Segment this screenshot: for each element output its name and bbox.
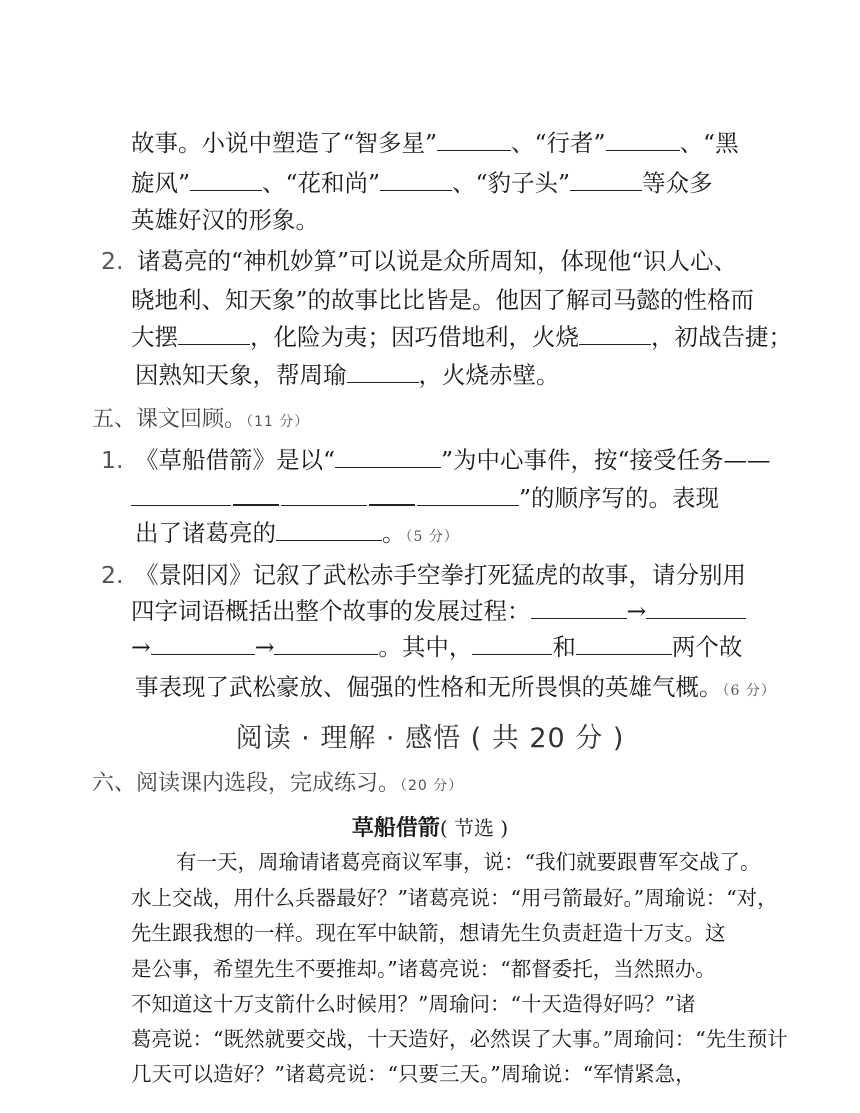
question-number: 2. [101,561,124,589]
passage-line: 葛亮说：“既然就要交战，十天造好，必然误了大事。”周瑜问：“先生预计 [131,1027,788,1051]
answer-blank[interactable] [347,360,419,383]
answer-blank[interactable] [380,168,452,191]
answer-blank[interactable] [417,483,519,506]
arrow-icon: → [131,633,151,661]
answer-blank[interactable] [579,322,651,345]
dash-separator [369,490,415,506]
answer-blank[interactable] [531,596,627,619]
question-number: 2. [101,247,124,275]
q4-line-1: 故事。小说中塑造了“智多星” 、“行者” 、“黑 [131,129,739,157]
passage-line: 有一天，周瑜请诸葛亮商议军事，说：“我们就要跟曹军交战了。 [176,850,761,874]
q4-2-line-3: 大摆 ，化险为夷；因巧借地利，火烧 ，初战告捷； [131,323,792,351]
q4-2-line-2: 晓地利、知天象”的故事比比皆是。他因了解司马懿的性格而 [131,286,755,314]
answer-blank[interactable] [335,445,441,468]
answer-blank[interactable] [131,483,231,506]
passage-title: 草船借箭( 节选 ) [351,816,509,841]
answer-blank[interactable] [570,168,642,191]
q4-line-2: 旋风” 、“花和尚” 、“豹子头” 等众多 [131,169,713,197]
q5-1-line-1: 《草船借箭》是以“ ”为中心事件，按“接受任务—— [135,446,771,474]
q5-2-line-1: 《景阳冈》记叙了武松赤手空拳打死猛虎的故事，请分别用 [135,561,746,589]
passage-line: 水上交战，用什么兵器最好？”诸葛亮说：“用弓箭最好。”周瑜说：“对， [131,886,778,910]
q5-2-line-2: 四字词语概括出整个故事的发展过程： → [131,596,746,626]
dash-separator [233,490,279,506]
part-heading: 阅读 · 理解 · 感悟 ( 共 20 分 ) [235,723,625,754]
answer-blank[interactable] [151,632,255,655]
answer-blank[interactable] [276,518,382,541]
answer-blank[interactable] [472,632,552,655]
q5-2-line-4: 事表现了武松豪放、倔强的性格和无所畏惧的英雄气概。（6 分） [135,673,776,701]
answer-blank[interactable] [437,128,511,151]
q5-1-line-2: ”的顺序写的。表现 [131,483,719,513]
passage-line: 不知道这十万支箭什么时候用？”周瑜问：“十天造得好吗？”诸 [131,992,696,1016]
passage-line: 先生跟我想的一样。现在军中缺箭，想请先生负责赶造十万支。这 [131,921,726,945]
question-number: 1. [101,446,124,474]
answer-blank[interactable] [178,322,250,345]
passage-line: 几天可以造好？”诸葛亮说：“只要三天。”周瑜说：“军情紧急， [131,1062,696,1086]
answer-blank[interactable] [576,632,672,655]
arrow-icon: → [254,633,275,661]
answer-blank[interactable] [274,632,378,655]
answer-blank[interactable] [646,596,746,619]
q4-2-line-4: 因熟知天象，帮周瑜 ，火烧赤壁。 [135,361,560,389]
section-heading-5: 五、课文回顾。（11 分） [92,407,310,432]
passage-line: 是公事，希望先生不要推却。”诸葛亮说：“都督委托，当然照办。 [131,957,716,981]
q4-line-3: 英雄好汉的形象。 [131,206,319,234]
answer-blank[interactable] [281,483,367,506]
answer-blank[interactable] [190,168,262,191]
q5-2-line-3: → → 。其中， 和 两个故 [131,633,743,661]
q5-1-line-3: 出了诸葛亮的 。（5 分） [135,519,459,547]
answer-blank[interactable] [606,128,680,151]
section-heading-6: 六、阅读课内选段，完成练习。（20 分） [92,771,464,796]
q4-2-line-1: 诸葛亮的“神机妙算”可以说是众所周知，体现他“识人心、 [137,247,738,275]
arrow-icon: → [626,597,647,625]
